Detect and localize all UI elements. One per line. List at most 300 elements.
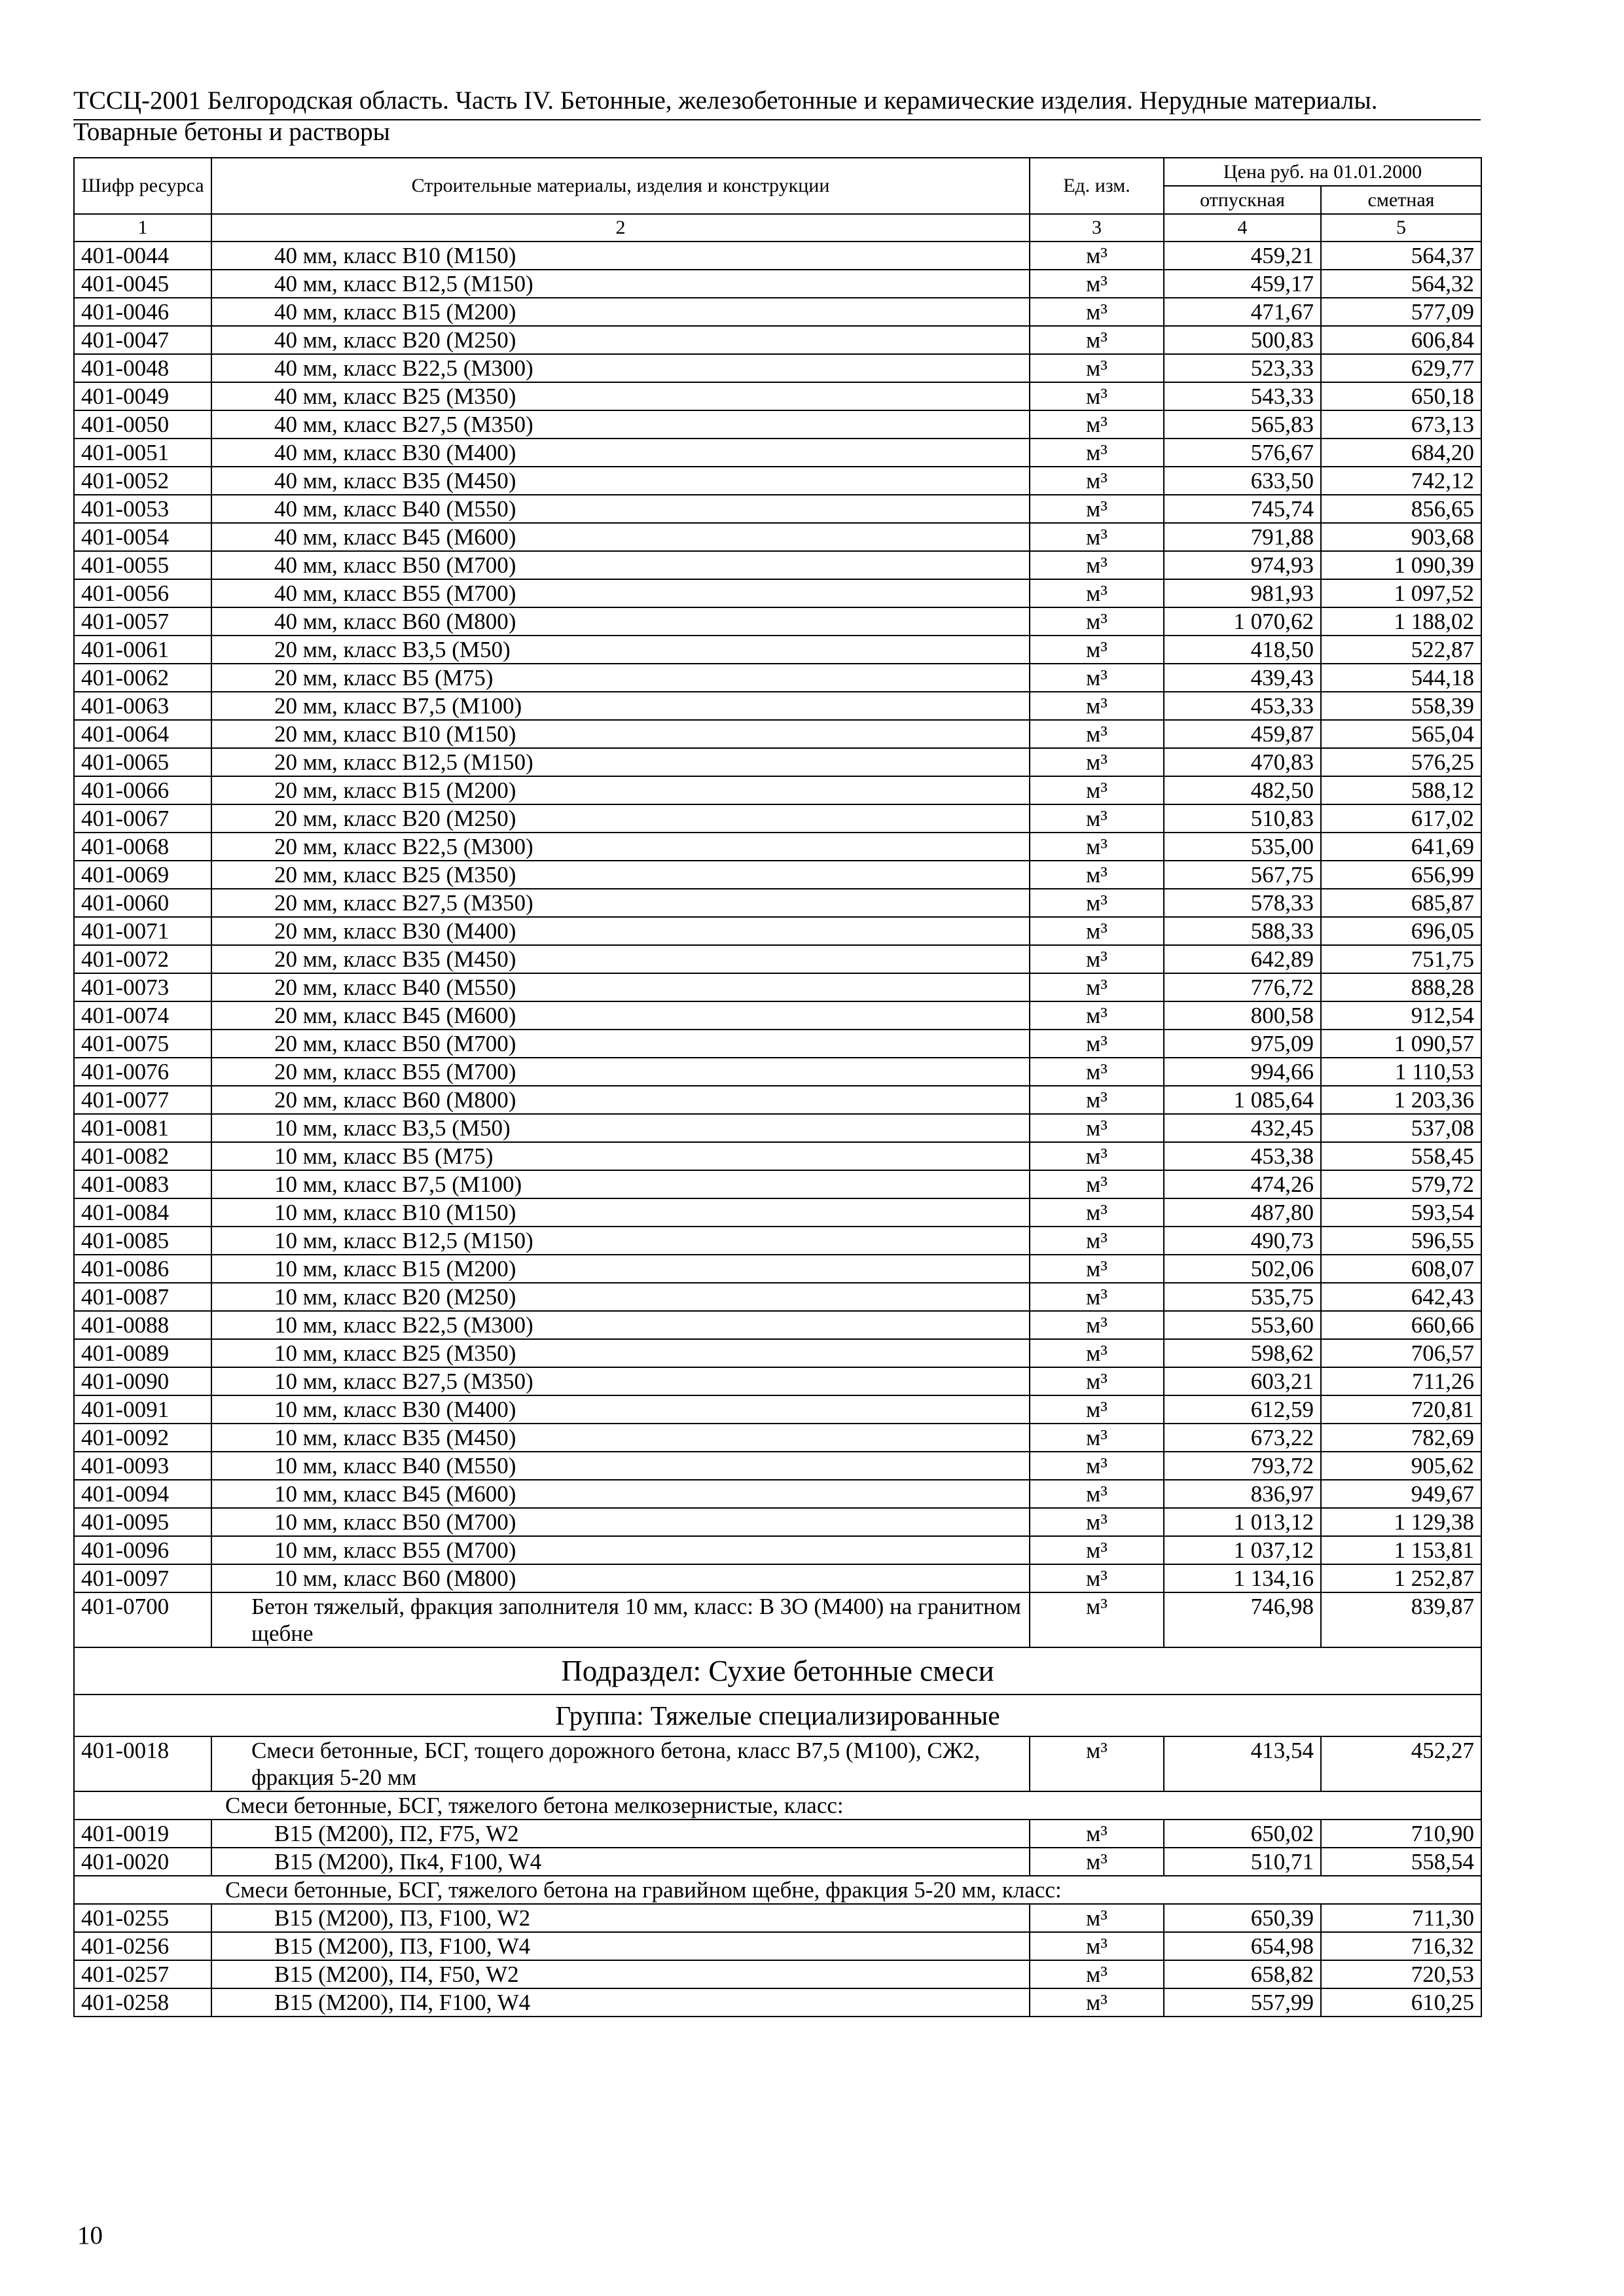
resource-code: 401-0074	[74, 1001, 211, 1030]
release-price: 523,33	[1164, 354, 1321, 382]
release-price: 553,60	[1164, 1311, 1321, 1339]
release-price: 543,33	[1164, 382, 1321, 410]
unit: м³	[1030, 945, 1164, 973]
column-number: 3	[1030, 214, 1164, 242]
estimate-price: 642,43	[1321, 1283, 1481, 1311]
material-name: 40 мм, класс В25 (М350)	[211, 382, 1030, 410]
release-price: 576,67	[1164, 439, 1321, 467]
resource-code: 401-0020	[74, 1848, 211, 1876]
estimate-price: 720,53	[1321, 1960, 1481, 1988]
resource-code: 401-0093	[74, 1452, 211, 1480]
page-header-title: ТССЦ-2001 Белгородская область. Часть IV. Бетонные, железобетонные и керамические изделия. Нерудные материалы. Товарные бетоны и растворы	[73, 86, 1378, 146]
estimate-price: 673,13	[1321, 410, 1481, 439]
estimate-price: 544,18	[1321, 664, 1481, 692]
release-price: 502,06	[1164, 1255, 1321, 1283]
unit: м³	[1030, 1988, 1164, 2017]
estimate-price: 706,57	[1321, 1339, 1481, 1367]
resource-code: 401-0052	[74, 467, 211, 495]
estimate-price: 606,84	[1321, 326, 1481, 354]
estimate-price: 685,87	[1321, 889, 1481, 917]
resource-code: 401-0049	[74, 382, 211, 410]
unit: м³	[1030, 1198, 1164, 1227]
release-price: 432,45	[1164, 1114, 1321, 1142]
material-name: 10 мм, класс В20 (М250)	[211, 1283, 1030, 1311]
estimate-price: 608,07	[1321, 1255, 1481, 1283]
table-row	[74, 1058, 1481, 1086]
estimate-price: 782,69	[1321, 1424, 1481, 1452]
material-name: 10 мм, класс В12,5 (М150)	[211, 1227, 1030, 1255]
resource-code: 401-0044	[74, 242, 211, 270]
unit: м³	[1030, 1030, 1164, 1058]
resource-code: 401-0087	[74, 1283, 211, 1311]
estimate-price: 564,32	[1321, 270, 1481, 298]
table-row	[74, 804, 1481, 833]
release-price: 470,83	[1164, 748, 1321, 776]
estimate-price: 888,28	[1321, 973, 1481, 1001]
unit: м³	[1030, 439, 1164, 467]
release-price: 1 085,64	[1164, 1086, 1321, 1114]
table-row	[74, 692, 1481, 720]
release-price: 791,88	[1164, 523, 1321, 551]
unit: м³	[1030, 861, 1164, 889]
material-name: 10 мм, класс В45 (М600)	[211, 1480, 1030, 1508]
table-row	[74, 945, 1481, 973]
table-row	[74, 1339, 1481, 1367]
material-name: 40 мм, класс В50 (М700)	[211, 551, 1030, 579]
table-row	[74, 1030, 1481, 1058]
estimate-price: 558,54	[1321, 1848, 1481, 1876]
unit: м³	[1030, 1820, 1164, 1848]
page-number: 10	[77, 2221, 103, 2250]
estimate-price: 588,12	[1321, 776, 1481, 804]
estimate-price: 579,72	[1321, 1170, 1481, 1198]
header-code: Шифр ресурса	[74, 158, 211, 214]
unit: м³	[1030, 1395, 1164, 1424]
table-row	[74, 1452, 1481, 1480]
estimate-price: 576,25	[1321, 748, 1481, 776]
table-row	[74, 1536, 1481, 1564]
material-name: 40 мм, класс В10 (М150)	[211, 242, 1030, 270]
unit: м³	[1030, 1114, 1164, 1142]
column-number-row	[74, 214, 1481, 242]
resource-code: 401-0062	[74, 664, 211, 692]
material-name: 20 мм, класс В5 (М75)	[211, 664, 1030, 692]
header-release-price: отпускная	[1164, 186, 1321, 214]
resource-code: 401-0051	[74, 439, 211, 467]
material-name: Смеси бетонные, БСГ, тощего дорожного бетона, класс В7,5 (М100), СЖ2, фракция 5-20 мм	[211, 1736, 1030, 1791]
estimate-price: 1 153,81	[1321, 1536, 1481, 1564]
unit: м³	[1030, 551, 1164, 579]
table-row	[74, 1424, 1481, 1452]
resource-code: 401-0255	[74, 1904, 211, 1932]
estimate-price: 720,81	[1321, 1395, 1481, 1424]
release-price: 535,75	[1164, 1283, 1321, 1311]
estimate-price: 537,08	[1321, 1114, 1481, 1142]
column-number: 1	[74, 214, 211, 242]
resource-code: 401-0065	[74, 748, 211, 776]
material-name: 10 мм, класс В55 (М700)	[211, 1536, 1030, 1564]
estimate-price: 1 090,39	[1321, 551, 1481, 579]
subheading-2	[74, 1876, 1481, 1904]
release-price: 746,98	[1164, 1592, 1321, 1647]
material-name: В15 (М200), П4, F100, W4	[211, 1988, 1030, 2017]
resource-code: 401-0071	[74, 917, 211, 945]
unit: м³	[1030, 1283, 1164, 1311]
material-name: 10 мм, класс В10 (М150)	[211, 1198, 1030, 1227]
release-price: 1 070,62	[1164, 607, 1321, 636]
resource-code: 401-0082	[74, 1142, 211, 1170]
material-name: 40 мм, класс В40 (М550)	[211, 495, 1030, 523]
material-name: 20 мм, класс В12,5 (М150)	[211, 748, 1030, 776]
table-row	[74, 1395, 1481, 1424]
material-name: 20 мм, класс В55 (М700)	[211, 1058, 1030, 1086]
unit: м³	[1030, 270, 1164, 298]
material-name: 40 мм, класс В27,5 (М350)	[211, 410, 1030, 439]
material-name: 20 мм, класс В3,5 (М50)	[211, 636, 1030, 664]
material-name: В15 (М200), П3, F100, W4	[211, 1932, 1030, 1960]
material-name: В15 (М200), П2, F75, W2	[211, 1820, 1030, 1848]
estimate-price: 596,55	[1321, 1227, 1481, 1255]
resource-code: 401-0054	[74, 523, 211, 551]
table-row	[74, 1848, 1481, 1876]
unit: м³	[1030, 1508, 1164, 1536]
resource-code: 401-0045	[74, 270, 211, 298]
material-name: 40 мм, класс В35 (М450)	[211, 467, 1030, 495]
resource-code: 401-0046	[74, 298, 211, 326]
unit: м³	[1030, 1001, 1164, 1030]
table-row	[74, 1988, 1481, 2017]
material-name: 40 мм, класс В20 (М250)	[211, 326, 1030, 354]
release-price: 490,73	[1164, 1227, 1321, 1255]
header-name: Строительные материалы, изделия и конструкции	[211, 158, 1030, 214]
estimate-price: 656,99	[1321, 861, 1481, 889]
release-price: 658,82	[1164, 1960, 1321, 1988]
table-row	[74, 298, 1481, 326]
resource-code: 401-0088	[74, 1311, 211, 1339]
release-price: 603,21	[1164, 1367, 1321, 1395]
material-name: 40 мм, класс В12,5 (М150)	[211, 270, 1030, 298]
table-row	[74, 354, 1481, 382]
table-row	[74, 1932, 1481, 1960]
price-rows	[74, 242, 1481, 1592]
resource-code: 401-0075	[74, 1030, 211, 1058]
table-row	[74, 495, 1481, 523]
unit: м³	[1030, 636, 1164, 664]
unit: м³	[1030, 1086, 1164, 1114]
estimate-price: 617,02	[1321, 804, 1481, 833]
estimate-price: 452,27	[1321, 1736, 1481, 1791]
unit: м³	[1030, 1227, 1164, 1255]
subheading-row	[74, 1791, 1481, 1820]
table-row	[74, 1904, 1481, 1932]
header-rule	[73, 119, 1481, 120]
material-name: В15 (М200), П3, F100, W2	[211, 1904, 1030, 1932]
unit: м³	[1030, 382, 1164, 410]
estimate-price: 1 110,53	[1321, 1058, 1481, 1086]
estimate-price: 558,45	[1321, 1142, 1481, 1170]
header-unit: Ед. изм.	[1030, 158, 1164, 214]
estimate-price: 903,68	[1321, 523, 1481, 551]
table-row	[74, 1960, 1481, 1988]
unit: м³	[1030, 1904, 1164, 1932]
estimate-price: 565,04	[1321, 720, 1481, 748]
resource-code: 401-0063	[74, 692, 211, 720]
resource-code: 401-0094	[74, 1480, 211, 1508]
table-row	[74, 748, 1481, 776]
material-name: 40 мм, класс В60 (М800)	[211, 607, 1030, 636]
header-price: Цена руб. на 01.01.2000	[1164, 158, 1481, 186]
unit: м³	[1030, 298, 1164, 326]
material-name: 20 мм, класс В60 (М800)	[211, 1086, 1030, 1114]
table-row	[74, 720, 1481, 748]
unit: м³	[1030, 720, 1164, 748]
resource-code: 401-0073	[74, 973, 211, 1001]
resource-code: 401-0048	[74, 354, 211, 382]
table-row	[74, 1086, 1481, 1114]
release-price: 413,54	[1164, 1736, 1321, 1791]
estimate-price: 1 129,38	[1321, 1508, 1481, 1536]
estimate-price: 577,09	[1321, 298, 1481, 326]
release-price: 453,33	[1164, 692, 1321, 720]
resource-code: 401-0057	[74, 607, 211, 636]
estimate-price: 610,25	[1321, 1988, 1481, 2017]
table-row	[74, 1480, 1481, 1508]
unit: м³	[1030, 523, 1164, 551]
release-price: 588,33	[1164, 917, 1321, 945]
table-row	[74, 382, 1481, 410]
material-name: 10 мм, класс В22,5 (М300)	[211, 1311, 1030, 1339]
estimate-price: 593,54	[1321, 1198, 1481, 1227]
resource-code: 401-0257	[74, 1960, 211, 1988]
resource-code: 401-0083	[74, 1170, 211, 1198]
unit: м³	[1030, 579, 1164, 607]
resource-code: 401-0092	[74, 1424, 211, 1452]
subheading: Смеси бетонные, БСГ, тяжелого бетона мелкозернистые, класс:	[74, 1791, 1481, 1820]
material-name: 20 мм, класс В15 (М200)	[211, 776, 1030, 804]
unit: м³	[1030, 1736, 1164, 1791]
unit: м³	[1030, 692, 1164, 720]
estimate-price: 696,05	[1321, 917, 1481, 945]
unit: м³	[1030, 1424, 1164, 1452]
resource-code: 401-0055	[74, 551, 211, 579]
estimate-price: 716,32	[1321, 1932, 1481, 1960]
release-price: 474,26	[1164, 1170, 1321, 1198]
material-name: 10 мм, класс В3,5 (М50)	[211, 1114, 1030, 1142]
release-price: 673,22	[1164, 1424, 1321, 1452]
material-name: 10 мм, класс В27,5 (М350)	[211, 1367, 1030, 1395]
table-row	[74, 1170, 1481, 1198]
unit: м³	[1030, 1255, 1164, 1283]
material-name: 20 мм, класс В20 (М250)	[211, 804, 1030, 833]
table-row	[74, 917, 1481, 945]
table-row	[74, 270, 1481, 298]
subsection-row	[74, 1647, 1481, 1695]
material-name: 10 мм, класс В7,5 (М100)	[211, 1170, 1030, 1198]
release-price: 439,43	[1164, 664, 1321, 692]
release-price: 776,72	[1164, 973, 1321, 1001]
group-title: Группа: Тяжелые специализированные	[74, 1695, 1481, 1736]
table-row	[74, 439, 1481, 467]
estimate-price: 1 097,52	[1321, 579, 1481, 607]
estimate-price: 641,69	[1321, 833, 1481, 861]
unit: м³	[1030, 1311, 1164, 1339]
price-rows-tail	[74, 1592, 1481, 1820]
table-row	[74, 410, 1481, 439]
price-rows-group-2	[74, 1904, 1481, 2017]
material-name: 20 мм, класс В40 (М550)	[211, 973, 1030, 1001]
material-name: 20 мм, класс В45 (М600)	[211, 1001, 1030, 1030]
release-price: 482,50	[1164, 776, 1321, 804]
header-estimate-price: сметная	[1321, 186, 1481, 214]
table-row	[74, 607, 1481, 636]
release-price: 974,93	[1164, 551, 1321, 579]
resource-code: 401-0084	[74, 1198, 211, 1227]
unit: м³	[1030, 1142, 1164, 1170]
unit: м³	[1030, 804, 1164, 833]
material-name: 40 мм, класс В55 (М700)	[211, 579, 1030, 607]
material-name: 10 мм, класс В50 (М700)	[211, 1508, 1030, 1536]
resource-code: 401-0096	[74, 1536, 211, 1564]
column-number: 5	[1321, 214, 1481, 242]
release-price: 535,00	[1164, 833, 1321, 861]
subheading: Смеси бетонные, БСГ, тяжелого бетона на гравийном щебне, фракция 5-20 мм, класс:	[74, 1876, 1481, 1904]
material-name: В15 (М200), Пк4, F100, W4	[211, 1848, 1030, 1876]
unit: м³	[1030, 242, 1164, 270]
estimate-price: 856,65	[1321, 495, 1481, 523]
unit: м³	[1030, 917, 1164, 945]
table-row	[74, 1001, 1481, 1030]
release-price: 1 037,12	[1164, 1536, 1321, 1564]
resource-code: 401-0066	[74, 776, 211, 804]
estimate-price: 742,12	[1321, 467, 1481, 495]
release-price: 565,83	[1164, 410, 1321, 439]
estimate-price: 650,18	[1321, 382, 1481, 410]
unit: м³	[1030, 1058, 1164, 1086]
material-name: 20 мм, класс В27,5 (М350)	[211, 889, 1030, 917]
resource-code: 401-0019	[74, 1820, 211, 1848]
resource-code: 401-0067	[74, 804, 211, 833]
release-price: 975,09	[1164, 1030, 1321, 1058]
unit: м³	[1030, 607, 1164, 636]
unit: м³	[1030, 833, 1164, 861]
table-row	[74, 1227, 1481, 1255]
unit: м³	[1030, 664, 1164, 692]
material-name: 20 мм, класс В10 (М150)	[211, 720, 1030, 748]
unit: м³	[1030, 973, 1164, 1001]
resource-code: 401-0050	[74, 410, 211, 439]
release-price: 745,74	[1164, 495, 1321, 523]
release-price: 994,66	[1164, 1058, 1321, 1086]
unit: м³	[1030, 354, 1164, 382]
table-row	[74, 1255, 1481, 1283]
estimate-price: 558,39	[1321, 692, 1481, 720]
unit: м³	[1030, 1960, 1164, 1988]
resource-code: 401-0081	[74, 1114, 211, 1142]
estimate-price: 751,75	[1321, 945, 1481, 973]
estimate-price: 710,90	[1321, 1820, 1481, 1848]
release-price: 650,39	[1164, 1904, 1321, 1932]
release-price: 836,97	[1164, 1480, 1321, 1508]
price-table	[73, 157, 1482, 2017]
table-row	[74, 1367, 1481, 1395]
release-price: 510,83	[1164, 804, 1321, 833]
material-name: 40 мм, класс В22,5 (М300)	[211, 354, 1030, 382]
resource-code: 401-0700	[74, 1592, 211, 1647]
release-price: 642,89	[1164, 945, 1321, 973]
table-row	[74, 776, 1481, 804]
release-price: 578,33	[1164, 889, 1321, 917]
table-row	[74, 1564, 1481, 1592]
column-number: 2	[211, 214, 1030, 242]
unit: м³	[1030, 1339, 1164, 1367]
material-name: 10 мм, класс В60 (М800)	[211, 1564, 1030, 1592]
estimate-price: 684,20	[1321, 439, 1481, 467]
material-name: 10 мм, класс В5 (М75)	[211, 1142, 1030, 1170]
material-name: 20 мм, класс В50 (М700)	[211, 1030, 1030, 1058]
unit: м³	[1030, 748, 1164, 776]
material-name: Бетон тяжелый, фракция заполнителя 10 мм, класс: В 3О (М400) на гранитном щебне	[211, 1592, 1030, 1647]
release-price: 459,87	[1164, 720, 1321, 748]
unit: м³	[1030, 1452, 1164, 1480]
estimate-price: 629,77	[1321, 354, 1481, 382]
release-price: 1 134,16	[1164, 1564, 1321, 1592]
resource-code: 401-0256	[74, 1932, 211, 1960]
material-name: 10 мм, класс В35 (М450)	[211, 1424, 1030, 1452]
subheading-row	[74, 1876, 1481, 1904]
table-row	[74, 889, 1481, 917]
estimate-price: 564,37	[1321, 242, 1481, 270]
unit: м³	[1030, 1932, 1164, 1960]
release-price: 800,58	[1164, 1001, 1321, 1030]
table-row	[74, 1198, 1481, 1227]
resource-code: 401-0061	[74, 636, 211, 664]
unit: м³	[1030, 1170, 1164, 1198]
release-price: 598,62	[1164, 1339, 1321, 1367]
release-price: 654,98	[1164, 1932, 1321, 1960]
estimate-price: 912,54	[1321, 1001, 1481, 1030]
table-row	[74, 664, 1481, 692]
unit: м³	[1030, 1536, 1164, 1564]
resource-code: 401-0072	[74, 945, 211, 973]
group-row	[74, 1695, 1481, 1736]
release-price: 981,93	[1164, 579, 1321, 607]
resource-code: 401-0090	[74, 1367, 211, 1395]
table-row	[74, 1142, 1481, 1170]
release-price: 633,50	[1164, 467, 1321, 495]
release-price: 487,80	[1164, 1198, 1321, 1227]
material-name: 40 мм, класс В15 (М200)	[211, 298, 1030, 326]
resource-code: 401-0047	[74, 326, 211, 354]
material-name: 20 мм, класс В30 (М400)	[211, 917, 1030, 945]
table-row	[74, 579, 1481, 607]
table-row	[74, 636, 1481, 664]
release-price: 459,17	[1164, 270, 1321, 298]
table-row	[74, 551, 1481, 579]
table-header-row	[74, 158, 1481, 186]
release-price: 510,71	[1164, 1848, 1321, 1876]
estimate-price: 949,67	[1321, 1480, 1481, 1508]
release-price: 567,75	[1164, 861, 1321, 889]
release-price: 612,59	[1164, 1395, 1321, 1424]
unit: м³	[1030, 326, 1164, 354]
material-name: В15 (М200), П4, F50, W2	[211, 1960, 1030, 1988]
material-name: 40 мм, класс В45 (М600)	[211, 523, 1030, 551]
unit: м³	[1030, 1592, 1164, 1647]
release-price: 459,21	[1164, 242, 1321, 270]
resource-code: 401-0053	[74, 495, 211, 523]
resource-code: 401-0077	[74, 1086, 211, 1114]
table-row	[74, 973, 1481, 1001]
